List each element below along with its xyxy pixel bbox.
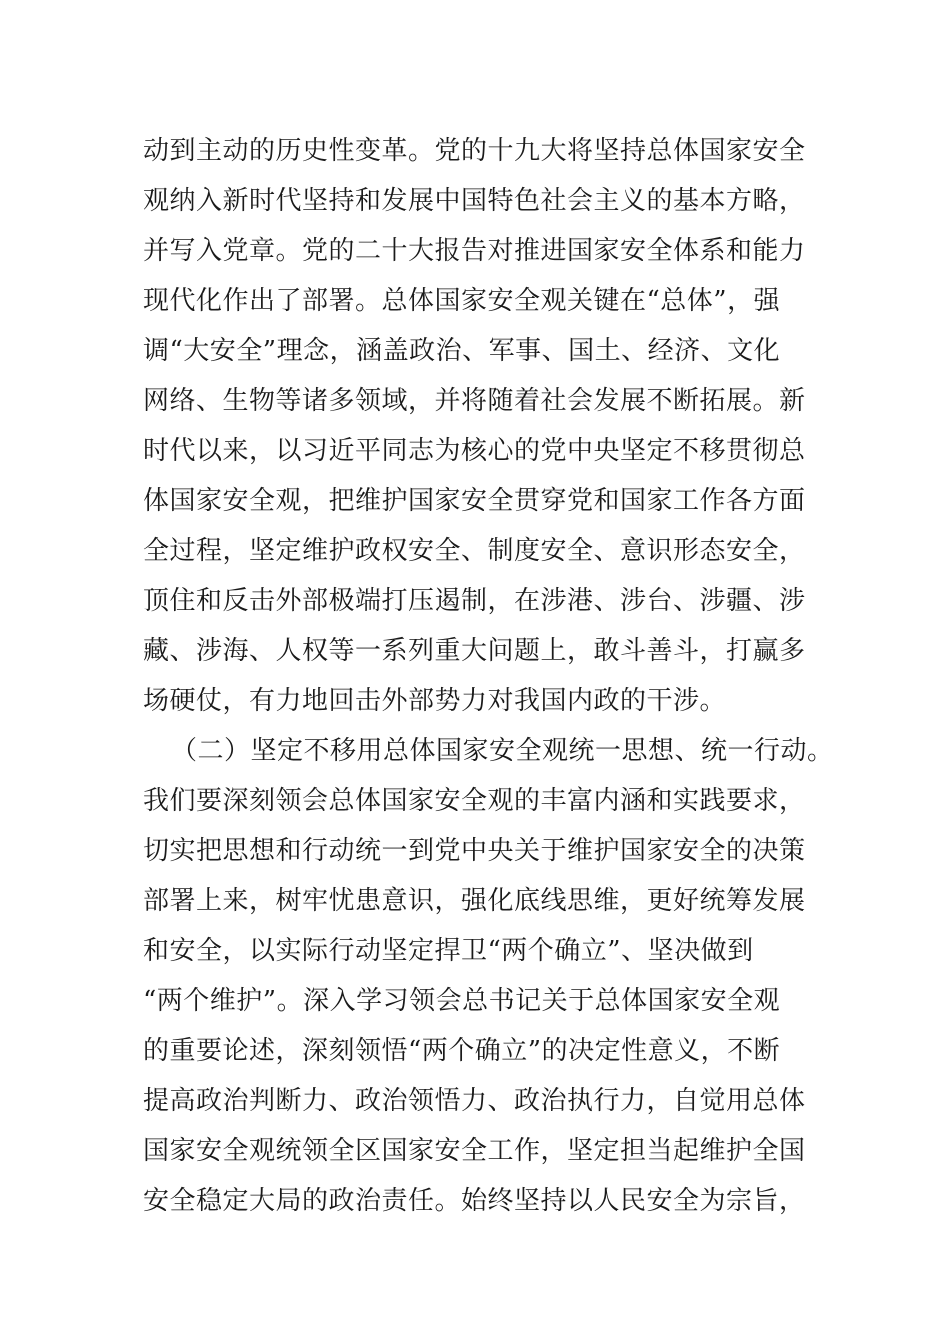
text-line: “两个维护”。深入学习领会总书记关于总体国家安全观 xyxy=(143,986,781,1016)
text-line: 藏、涉海、人权等一系列重大问题上，敢斗善斗，打赢多 xyxy=(143,636,806,666)
text-line: 和安全，以实际行动坚定捍卫“两个确立”、坚决做到 xyxy=(143,936,754,966)
text-line: 网络、生物等诸多领域，并将随着社会发展不断拓展。新 xyxy=(143,386,806,416)
text-line: 我们要深刻领会总体国家安全观的丰富内涵和实践要求， xyxy=(143,786,806,816)
text-line: 国家安全观统领全区国家安全工作，坚定担当起维护全国 xyxy=(143,1136,806,1166)
text-line: 切实把思想和行动统一到党中央关于维护国家安全的决策 xyxy=(143,836,806,866)
text-line: 全过程，坚定维护政权安全、制度安全、意识形态安全， xyxy=(143,536,806,566)
text-line: 部署上来，树牢忧患意识，强化底线思维，更好统筹发展 xyxy=(143,886,806,916)
text-line: 的重要论述，深刻领悟“两个确立”的决定性意义，不断 xyxy=(143,1036,781,1066)
text-line: 并写入党章。党的二十大报告对推进国家安全体系和能力 xyxy=(143,236,806,266)
text-line: 安全稳定大局的政治责任。始终坚持以人民安全为宗旨， xyxy=(143,1186,806,1216)
text-line: 顶住和反击外部极端打压遏制，在涉港、涉台、涉疆、涉 xyxy=(143,586,806,616)
text-line: 场硬仗，有力地回击外部势力对我国内政的干涉。 xyxy=(143,686,727,716)
text-line: 动到主动的历史性变革。党的十九大将坚持总体国家安全 xyxy=(143,136,806,166)
body-text xyxy=(143,126,863,1226)
text-line: 时代以来，以习近平同志为核心的党中央坚定不移贯彻总 xyxy=(143,436,806,466)
text-line: 提高政治判断力、政治领悟力、政治执行力，自觉用总体 xyxy=(143,1086,806,1116)
text-line: 体国家安全观，把维护国家安全贯穿党和国家工作各方面 xyxy=(143,486,806,516)
text-line: 调“大安全”理念，涵盖政治、军事、国土、经济、文化 xyxy=(143,336,781,366)
text-line: 现代化作出了部署。总体国家安全观关键在“总体”，强 xyxy=(143,286,781,316)
text-line: 观纳入新时代坚持和发展中国特色社会主义的基本方略， xyxy=(143,186,806,216)
section-heading-line: （二）坚定不移用总体国家安全观统一思想、统一行动。 xyxy=(171,736,834,766)
